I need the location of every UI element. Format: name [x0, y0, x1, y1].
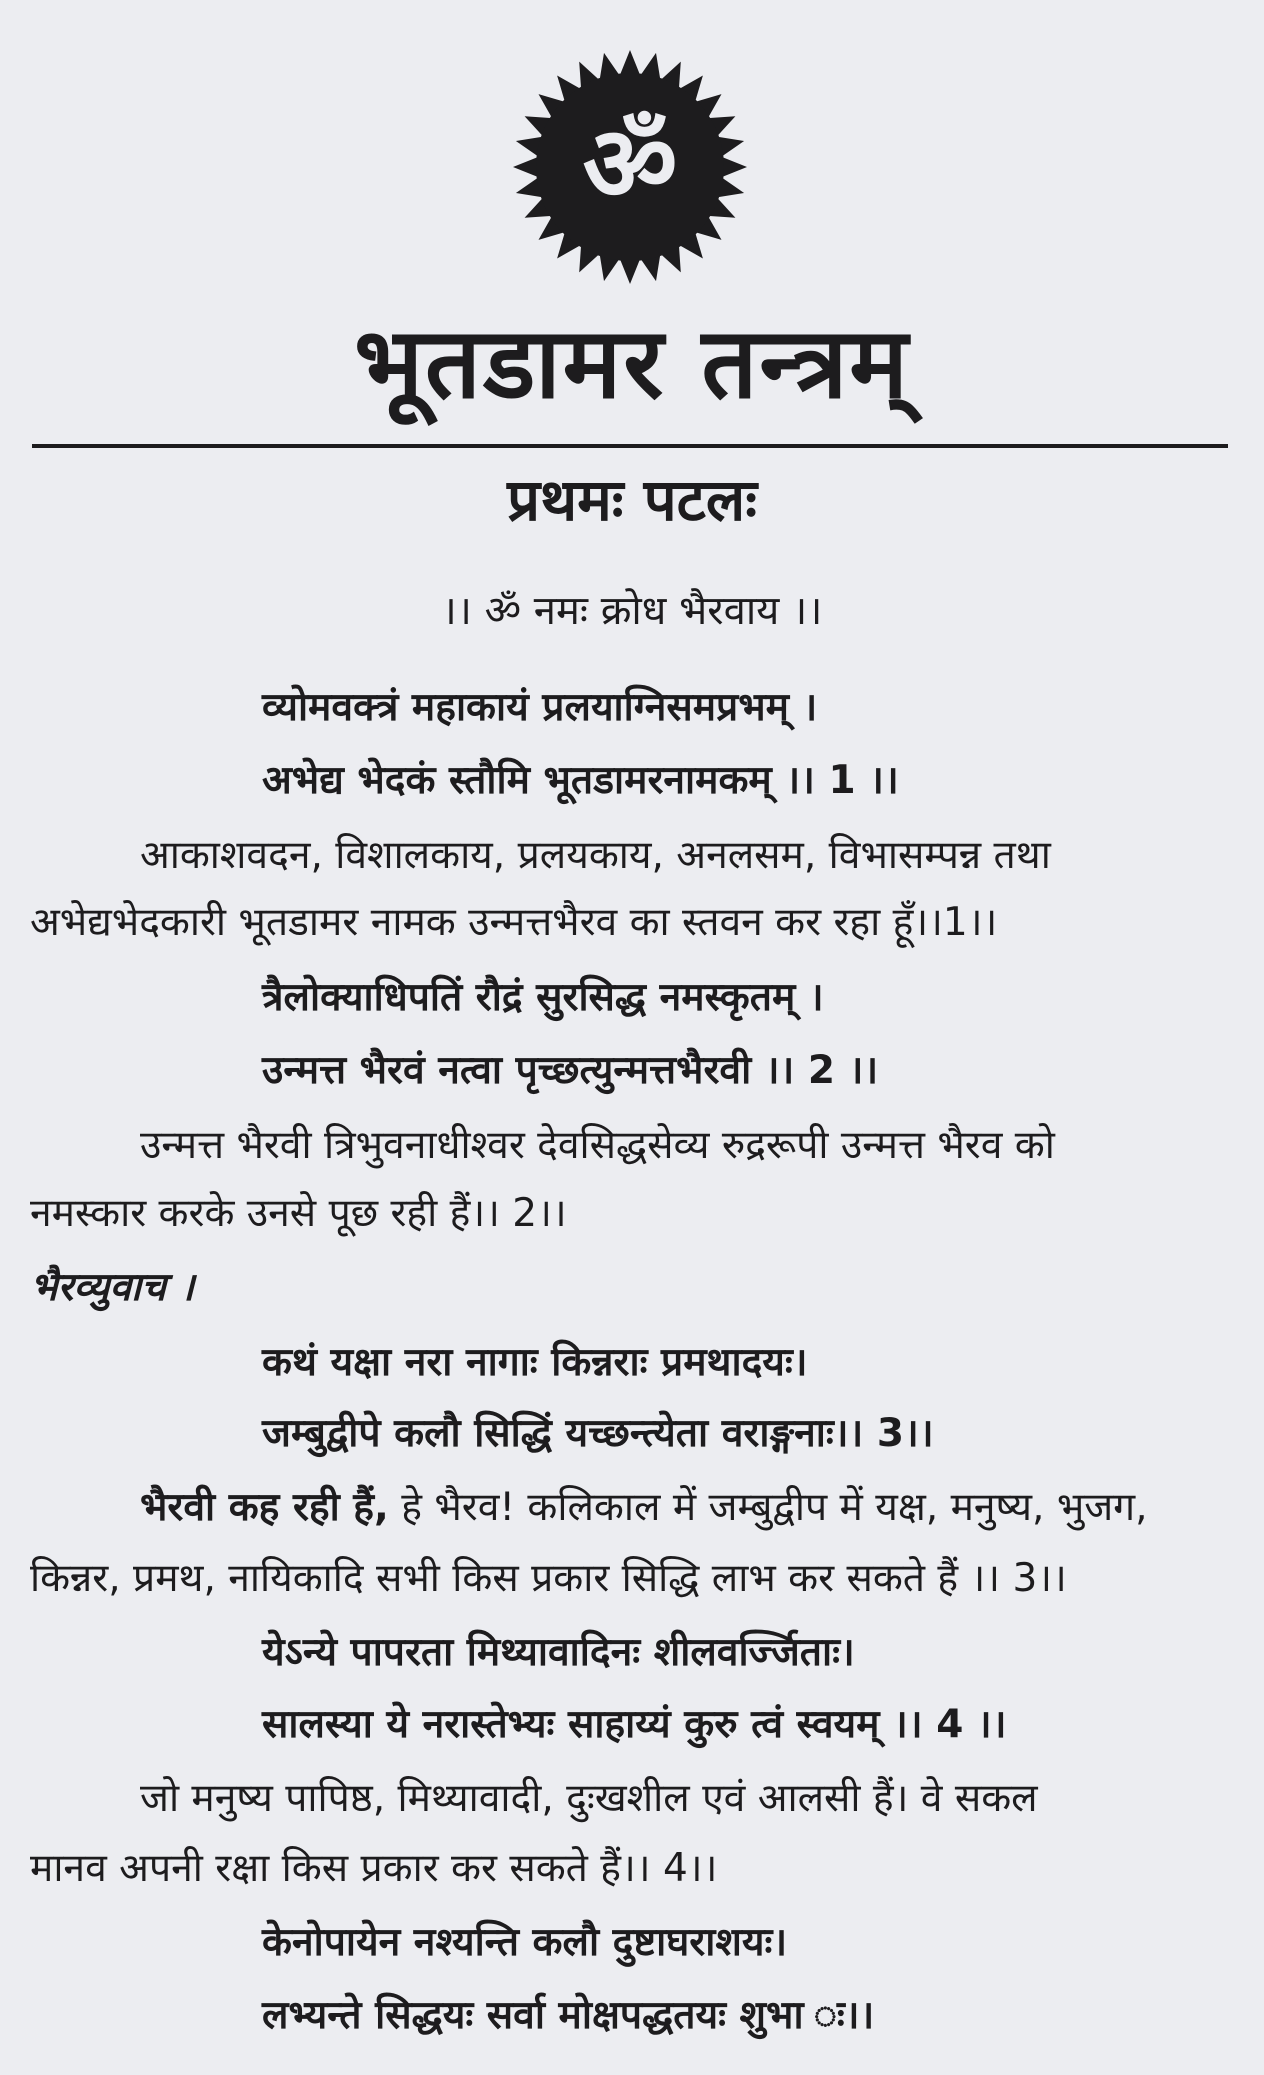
translation-2-line-2: नमस्कार करके उनसे पूछ रही हैं।। 2।। — [30, 1191, 567, 1236]
translation-4-line-2: मानव अपनी रक्षा किस प्रकार कर सकते हैं।। 4।। — [30, 1846, 718, 1891]
invocation-line: ।। ॐ नमः क्रोध भैरवाय ।। — [441, 588, 823, 634]
translation-1-line-2: अभेद्यभेदकारी भूतडामर नामक उन्मत्तभैरव का स्तवन कर रहा हूँ।।1।। — [30, 900, 998, 945]
verse-3-line-1: कथं यक्षा नरा नागाः किन्नराः प्रमथादयः। — [262, 1340, 808, 1385]
verse-2-line-1: त्रैलोक्याधिपतिं रौद्रं सुरसिद्ध नमस्कृतम् । — [262, 975, 824, 1020]
om-symbol: ॐ — [582, 103, 678, 225]
translation-4-line-1: जो मनुष्य पापिष्ठ, मिथ्यावादी, दुःखशील एवं आलसी हैं। वे सकल — [140, 1776, 1038, 1821]
translation-3-line-1-rest: हे भैरव! कलिकाल में जम्बुद्वीप में यक्ष, मनुष्य, भुजग, — [388, 1485, 1148, 1530]
speaker-heading: भैरव्युवाच । — [30, 1265, 195, 1310]
book-title: भूतडामर तन्त्रम् — [354, 307, 910, 421]
title-underline — [32, 444, 1228, 448]
verse-4-line-2: सालस्या ये नरास्तेभ्यः साहाय्यं कुरु त्वं स्वयम् ।। 4 ।। — [262, 1702, 1007, 1747]
chapter-heading: प्रथमः पटलः — [507, 466, 757, 534]
translation-3-lead: भैरवी कह रही हैं, — [140, 1485, 389, 1530]
om-emblem — [511, 48, 749, 286]
verse-4-line-1: येऽन्ये पापरता मिथ्यावादिनः शीलवर्ज्जिताः। — [262, 1630, 855, 1675]
translation-2-line-1: उन्मत्त भैरवी त्रिभुवनाधीश्वर देवसिद्धसेव्य रुद्ररूपी उन्मत्त भैरव को — [140, 1123, 1055, 1168]
verse-5-line-1: केनोपायेन नश्यन्ति कलौ दुष्टाघराशयः। — [262, 1920, 788, 1965]
verse-5-line-2: लभ्यन्ते सिद्धयः सर्वा मोक्षपद्धतयः शुभा ः।। — [262, 1993, 875, 2038]
translation-1-line-1: आकाशवदन, विशालकाय, प्रलयकाय, अनलसम, विभासम्पन्न तथा — [140, 833, 1051, 878]
verse-1-line-1: व्योमवक्त्रं महाकायं प्रलयाग्निसमप्रभम् । — [262, 685, 818, 730]
verse-2-line-2: उन्मत्त भैरवं नत्वा पृच्छत्युन्मत्तभैरवी ।। 2 ।। — [262, 1048, 879, 1093]
verse-1-line-2: अभेद्य भेदकं स्तौमि भूतडामरनामकम् ।। 1 ।। — [262, 758, 899, 803]
verse-3-line-2: जम्बुद्वीपे कलौ सिद्धिं यच्छन्त्येता वराङ्गनाः।। 3।। — [262, 1411, 934, 1456]
translation-3-line-2: किन्नर, प्रमथ, नायिकादि सभी किस प्रकार सिद्धि लाभ कर सकते हैं ।। 3।। — [30, 1556, 1067, 1601]
translation-3-line-1 — [140, 1480, 1148, 1536]
